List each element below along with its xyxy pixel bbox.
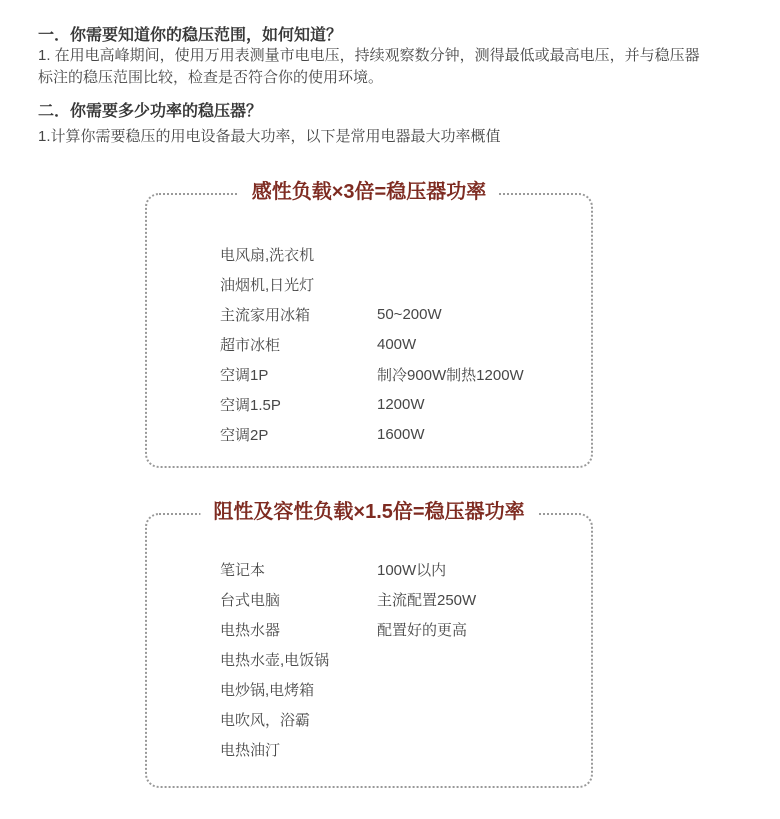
appliance-row	[220, 269, 581, 299]
appliance-row	[220, 734, 581, 764]
appliance-row	[220, 644, 581, 674]
power-value: 1600W	[377, 425, 425, 443]
appliance-row	[220, 419, 581, 449]
section-2-body-line-1: 1.计算你需要稳压的用电设备最大功率，以下是常用电器最大功率概值	[38, 128, 501, 145]
appliance-label: 电热油汀	[220, 741, 281, 759]
appliance-label: 电炒锅,电烤箱	[220, 681, 315, 699]
appliance-row	[220, 299, 581, 329]
appliance-label: 台式电脑	[220, 591, 281, 609]
section-2-heading: 二．你需要多少功率的稳压器？	[38, 103, 263, 120]
appliance-row	[220, 674, 581, 704]
appliance-row	[220, 359, 581, 389]
appliance-row	[220, 584, 581, 614]
resistive-capacitive-load-box	[145, 501, 593, 788]
appliance-label: 电热水器	[220, 621, 281, 639]
resistive-capacitive-load-table	[220, 554, 581, 764]
appliance-label: 空调1P	[220, 366, 269, 384]
appliance-row	[220, 329, 581, 359]
appliance-row	[220, 389, 581, 419]
appliance-label: 电热水壶,电饭锅	[220, 651, 330, 669]
appliance-row	[220, 614, 581, 644]
appliance-label: 油烟机,日光灯	[220, 276, 315, 294]
appliance-label: 超市冰柜	[220, 336, 281, 354]
power-value: 400W	[377, 335, 417, 353]
appliance-label: 空调1.5P	[220, 396, 281, 414]
appliance-row	[220, 554, 581, 584]
power-value: 1200W	[377, 395, 425, 413]
inductive-load-box	[145, 181, 593, 468]
power-value: 50~200W	[377, 305, 442, 323]
power-value: 制冷900W制热1200W	[377, 366, 524, 384]
appliance-row	[220, 239, 581, 269]
power-value: 100W以内	[377, 561, 447, 579]
appliance-row	[220, 704, 581, 734]
power-value: 主流配置250W	[377, 591, 477, 609]
appliance-label: 空调2P	[220, 426, 269, 444]
section-1-heading: 一．你需要知道你的稳压范围，如何知道？	[38, 27, 343, 44]
power-value: 配置好的更高	[377, 621, 468, 639]
appliance-label: 笔记本	[220, 561, 266, 579]
appliance-label: 电吹风，浴霸	[220, 711, 311, 729]
appliance-label: 主流家用冰箱	[220, 306, 311, 324]
inductive-load-box-title: 感性负载×3倍=稳压器功率	[239, 179, 499, 205]
section-1-body-line-2: 标注的稳压范围比较，检查是否符合你的使用环境。	[38, 69, 384, 86]
section-1-body-line-1: 1. 在用电高峰期间，使用万用表测量市电电压，持续观察数分钟，测得最低或最高电压，并与稳压器	[38, 47, 700, 64]
inductive-load-table	[220, 239, 581, 449]
appliance-label: 电风扇,洗衣机	[220, 246, 315, 264]
resistive-capacitive-load-box-title: 阻性及容性负载×1.5倍=稳压器功率	[200, 499, 537, 525]
